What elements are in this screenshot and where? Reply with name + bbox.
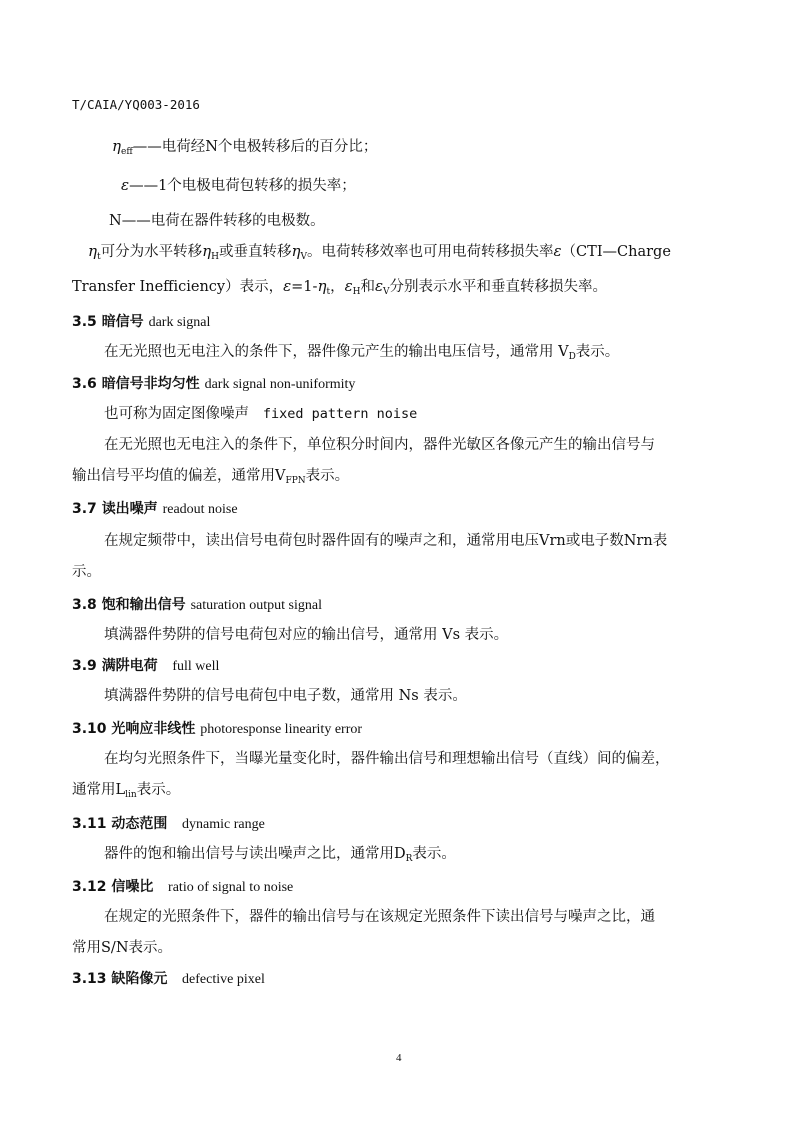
section-3-6-body-line2: 输出信号平均值的偏差，通常用$V_{FPN}$表示。 [72,468,350,486]
section-3-13-heading: 3.13 缺陷像元 defective pixel [72,971,265,987]
section-3-6-heading: 3.6 暗信号非均匀性 dark signal non-uniformity [72,376,356,392]
section-3-10-body-line1: 在均匀光照条件下，当曝光量变化时，器件输出信号和理想输出信号（直线）间的偏差， [104,751,670,767]
eta-symbol: η [112,137,121,155]
eta-eff-definition: $\eta_{eff}——$电荷经N个电极转移后的百分比； [112,137,378,157]
section-3-6-alt-term: 也可称为固定图像噪声 fixed pattern noise [104,406,418,422]
section-3-12-heading: 3.12 信噪比 ratio of signal to noise [72,879,294,895]
n-definition: N——电荷在器件转移的电极数。 [109,213,325,229]
section-3-11-body: 器件的饱和输出信号与读出噪声之比，通常用$D_R$表示。 [104,846,456,864]
section-3-8-heading: 3.8 饱和输出信号 saturation output signal [72,597,322,613]
section-3-12-body-line1: 在规定的光照条件下，器件的输出信号与在该规定光照条件下读出信号与噪声之比，通 [104,909,655,925]
epsilon-definition: ε——1个电极电荷包转移的损失率； [121,176,356,194]
section-3-12-body-line2: 常用S/N表示。 [72,940,173,956]
section-3-7-heading: 3.7 读出噪声 readout noise [72,501,238,517]
section-3-6-body-line1: 在无光照也无电注入的条件下，单位积分时间内，器件光敏区各像元产生的输出信号与 [104,437,655,453]
cti-paragraph: Transfer Inefficiency）表示，$\varepsilon=1-\eta_t$，$\varepsilon_H$和$\varepsilon_V$分别表示水平和垂直转移损失率。 [72,277,608,297]
section-3-7-body-line1: 在规定频带中，读出信号电荷包时器件固有的噪声之和，通常用电压Vrn或电子数Nrn表 [104,533,668,549]
section-3-8-body: 填满器件势阱的信号电荷包对应的输出信号，通常用 Vs 表示。 [104,627,509,643]
section-3-5-body: 在无光照也无电注入的条件下，器件像元产生的输出电压信号，通常用 $V_D$表示。 [104,344,620,362]
section-3-9-body: 填满器件势阱的信号电荷包中电子数，通常用 Ns 表示。 [104,688,467,704]
section-3-11-heading: 3.11 动态范围 dynamic range [72,816,265,832]
page-number: 4 [396,1052,402,1064]
eta-t-paragraph: $\eta_t$可分为水平转移$\eta_H$或垂直转移$\eta_V$。电荷转移效率也可用电荷转移损失率ε（CTI—Charge [88,242,671,262]
section-3-7-body-line2: 示。 [72,564,101,580]
section-3-9-heading: 3.9 满阱电荷 full well [72,658,220,674]
section-3-5-heading: 3.5 暗信号 dark signal [72,314,211,330]
section-3-10-heading: 3.10 光响应非线性 photoresponse linearity error [72,721,363,737]
document-code: T/CAIA/YQ003-2016 [72,97,200,112]
section-3-10-body-line2: 通常用$L_{lin}$表示。 [72,782,181,800]
